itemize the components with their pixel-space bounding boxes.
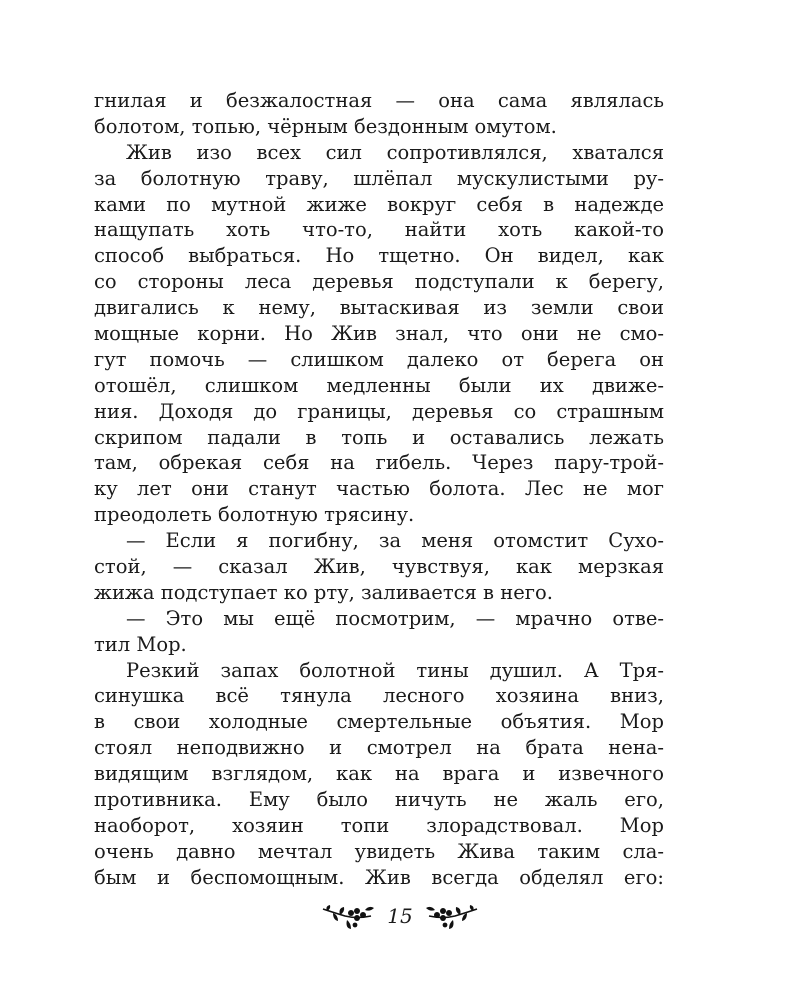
page-footer	[0, 898, 800, 934]
text-line: нащупать хоть что-то, найти хоть какой-то	[94, 218, 664, 242]
text-line: тил Мор.	[94, 632, 187, 656]
text-line: преодолеть болотную трясину.	[94, 503, 415, 527]
text-line: отошёл, слишком медленны были их движе-	[94, 373, 664, 397]
text-line: там, обрекая себя на гибель. Через пару-трой-	[94, 451, 664, 475]
text-line: Жив изо всех сил сопротивлялся, хватался	[126, 140, 664, 164]
text-line: мощные корни. Но Жив знал, что они не смо-	[94, 322, 664, 346]
dialogue-line: — Если я погибну, за меня отомстит Сухо-	[126, 529, 664, 553]
text-line: за болотную траву, шлёпал мускулистыми ру-	[94, 166, 664, 190]
text-line: болотом, топью, чёрным бездонным омутом.	[94, 114, 557, 138]
text-line: наоборот, хозяин топи злорадствовал. Мор	[94, 813, 664, 837]
text-line: со стороны леса деревья подступали к берегу,	[94, 270, 664, 294]
text-line: гут помочь — слишком далеко от берега он	[94, 347, 664, 371]
text-line: способ выбраться. Но тщетно. Он видел, как	[94, 244, 664, 268]
text-line: ками по мутной жиже вокруг себя в надежде	[94, 192, 664, 216]
text-line: гнилая и безжалостная — она сама являлась	[94, 89, 664, 112]
text-line: бым и беспомощным. Жив всегда обделял его:	[94, 865, 664, 889]
text-line: двигались к нему, вытаскивая из земли свои	[94, 296, 664, 320]
text-line: ния. Доходя до границы, деревья со страшным	[94, 399, 664, 423]
text-line: стоял неподвижно и смотрел на брата нена-	[94, 736, 664, 760]
text-line: очень давно мечтал увидеть Жива таким сла-	[94, 839, 664, 863]
page-number: 15	[387, 904, 413, 928]
text-line: стой, — сказал Жив, чувствуя, как мерзкая	[94, 555, 664, 579]
text-line: противника. Ему было ничуть не жаль его,	[94, 788, 664, 812]
dialogue-line: — Это мы ещё посмотрим, — мрачно отве-	[126, 606, 664, 630]
text-line: видящим взглядом, как на врага и извечного	[94, 762, 664, 786]
text-line: жижа подступает ко рту, заливается в него.	[94, 580, 553, 604]
floral-ornament-icon	[421, 900, 479, 932]
text-line: скрипом падали в топь и оставались лежать	[94, 425, 664, 449]
text-line: Резкий запах болотной тины душил. А Тря-	[126, 658, 664, 682]
text-line: ку лет они станут частью болота. Лес не мог	[94, 477, 664, 501]
floral-ornament-icon	[321, 900, 379, 932]
body-text	[94, 88, 664, 891]
text-line: в свои холодные смертельные объятия. Мор	[94, 710, 664, 734]
text-line: синушка всё тянула лесного хозяина вниз,	[94, 684, 664, 708]
